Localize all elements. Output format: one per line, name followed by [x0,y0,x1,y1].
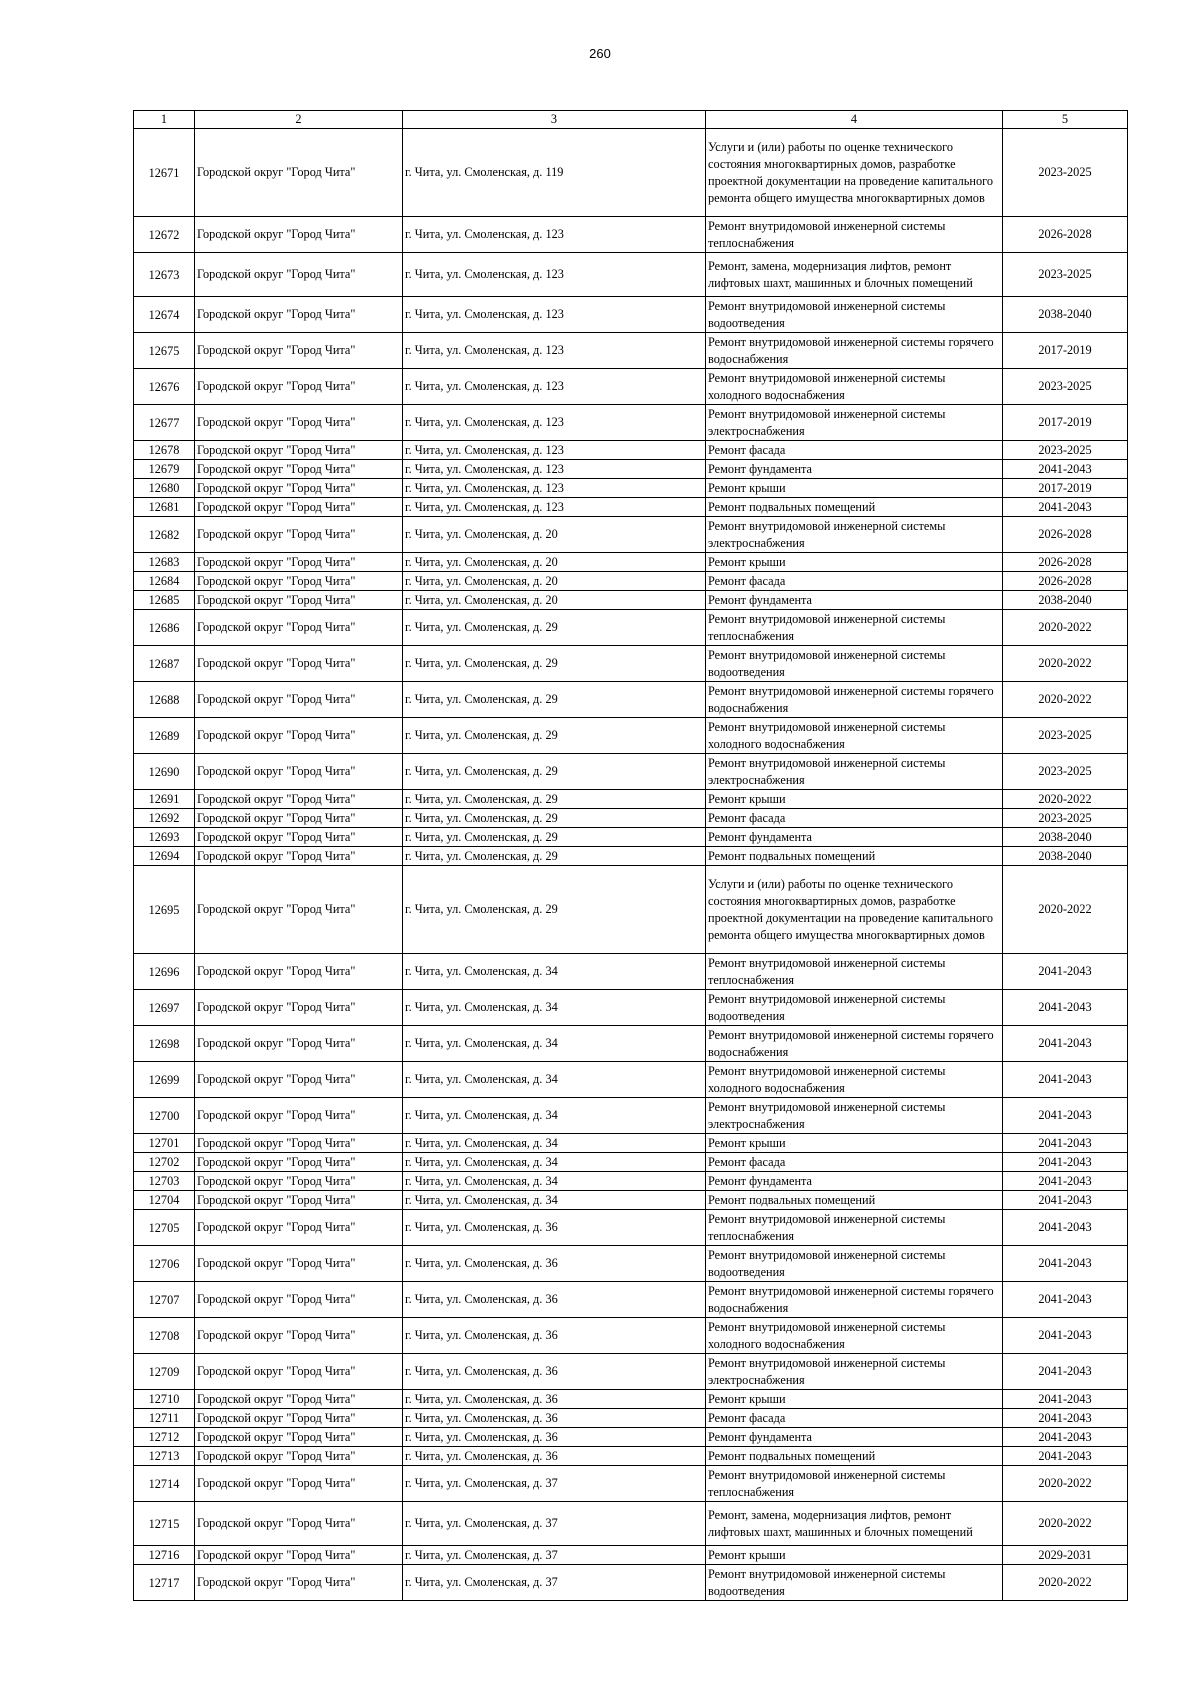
municipality-cell: Городской округ "Город Чита" [195,1134,403,1153]
table-row [134,847,1128,866]
row-number-cell: 12716 [134,1546,195,1565]
table-row [134,1318,1128,1354]
municipality-cell: Городской округ "Город Чита" [195,1428,403,1447]
period-cell: 2023-2025 [1003,253,1128,297]
period-cell: 2038-2040 [1003,847,1128,866]
row-number-cell: 12705 [134,1210,195,1246]
row-number-cell: 12708 [134,1318,195,1354]
work-type-cell: Ремонт внутридомовой инженерной системы электроснабжения [706,1354,1003,1390]
municipality-cell: Городской округ "Город Чита" [195,1062,403,1098]
column-header: 4 [706,111,1003,129]
municipality-cell: Городской округ "Город Чита" [195,297,403,333]
row-number-cell: 12712 [134,1428,195,1447]
address-cell: г. Чита, ул. Смоленская, д. 36 [403,1318,706,1354]
row-number-cell: 12706 [134,1246,195,1282]
address-cell: г. Чита, ул. Смоленская, д. 123 [403,441,706,460]
work-type-cell: Ремонт, замена, модернизация лифтов, ремонт лифтовых шахт, машинных и блочных помещений [706,253,1003,297]
table-row [134,517,1128,553]
row-number-cell: 12692 [134,809,195,828]
address-cell: г. Чита, ул. Смоленская, д. 123 [403,297,706,333]
work-type-cell: Ремонт внутридомовой инженерной системы горячего водоснабжения [706,682,1003,718]
work-type-cell: Ремонт внутридомовой инженерной системы холодного водоснабжения [706,1318,1003,1354]
table-row [134,1153,1128,1172]
row-number-cell: 12687 [134,646,195,682]
period-cell: 2041-2043 [1003,1447,1128,1466]
municipality-cell: Городской округ "Город Чита" [195,460,403,479]
table-row [134,1409,1128,1428]
period-cell: 2041-2043 [1003,1409,1128,1428]
row-number-cell: 12713 [134,1447,195,1466]
period-cell: 2023-2025 [1003,754,1128,790]
table-row [134,553,1128,572]
municipality-cell: Городской округ "Город Чита" [195,1447,403,1466]
period-cell: 2023-2025 [1003,718,1128,754]
period-cell: 2020-2022 [1003,646,1128,682]
address-cell: г. Чита, ул. Смоленская, д. 29 [403,646,706,682]
municipality-cell: Городской округ "Город Чита" [195,1546,403,1565]
address-cell: г. Чита, ул. Смоленская, д. 34 [403,1172,706,1191]
work-type-cell: Ремонт внутридомовой инженерной системы теплоснабжения [706,1210,1003,1246]
work-type-cell: Ремонт, замена, модернизация лифтов, ремонт лифтовых шахт, машинных и блочных помещений [706,1502,1003,1546]
municipality-cell: Городской округ "Город Чита" [195,1409,403,1428]
table-row [134,754,1128,790]
row-number-cell: 12675 [134,333,195,369]
table-row [134,1447,1128,1466]
period-cell: 2041-2043 [1003,1062,1128,1098]
work-type-cell: Ремонт внутридомовой инженерной системы водоотведения [706,297,1003,333]
work-type-cell: Ремонт фасада [706,441,1003,460]
table-row [134,1062,1128,1098]
address-cell: г. Чита, ул. Смоленская, д. 34 [403,1153,706,1172]
table-row [134,1282,1128,1318]
municipality-cell: Городской округ "Город Чита" [195,790,403,809]
work-type-cell: Ремонт фасада [706,1409,1003,1428]
row-number-cell: 12696 [134,954,195,990]
period-cell: 2023-2025 [1003,809,1128,828]
work-type-cell: Ремонт крыши [706,1546,1003,1565]
municipality-cell: Городской округ "Город Чита" [195,847,403,866]
table-row [134,479,1128,498]
municipality-cell: Городской округ "Город Чита" [195,1466,403,1502]
row-number-cell: 12711 [134,1409,195,1428]
work-type-cell: Ремонт фундамента [706,1172,1003,1191]
table-row [134,610,1128,646]
column-header: 2 [195,111,403,129]
municipality-cell: Городской округ "Город Чита" [195,1390,403,1409]
table-row [134,1428,1128,1447]
row-number-cell: 12701 [134,1134,195,1153]
work-type-cell: Ремонт внутридомовой инженерной системы горячего водоснабжения [706,333,1003,369]
period-cell: 2038-2040 [1003,591,1128,610]
table-row [134,954,1128,990]
row-number-cell: 12680 [134,479,195,498]
period-cell: 2017-2019 [1003,405,1128,441]
table-row [134,1565,1128,1601]
period-cell: 2023-2025 [1003,129,1128,217]
period-cell: 2041-2043 [1003,1134,1128,1153]
address-cell: г. Чита, ул. Смоленская, д. 123 [403,498,706,517]
period-cell: 2026-2028 [1003,553,1128,572]
table-row [134,369,1128,405]
period-cell: 2041-2043 [1003,990,1128,1026]
table-row [134,1546,1128,1565]
work-type-cell: Ремонт фасада [706,572,1003,591]
address-cell: г. Чита, ул. Смоленская, д. 36 [403,1354,706,1390]
municipality-cell: Городской округ "Город Чита" [195,498,403,517]
address-cell: г. Чита, ул. Смоленская, д. 37 [403,1546,706,1565]
table-row [134,460,1128,479]
address-cell: г. Чита, ул. Смоленская, д. 36 [403,1447,706,1466]
table-row [134,297,1128,333]
municipality-cell: Городской округ "Город Чита" [195,1318,403,1354]
address-cell: г. Чита, ул. Смоленская, д. 20 [403,517,706,553]
page-number: 260 [589,46,611,61]
period-cell: 2041-2043 [1003,1246,1128,1282]
address-cell: г. Чита, ул. Смоленская, д. 29 [403,754,706,790]
row-number-cell: 12715 [134,1502,195,1546]
period-cell: 2041-2043 [1003,1390,1128,1409]
address-cell: г. Чита, ул. Смоленская, д. 36 [403,1246,706,1282]
address-cell: г. Чита, ул. Смоленская, д. 34 [403,1062,706,1098]
row-number-cell: 12690 [134,754,195,790]
address-cell: г. Чита, ул. Смоленская, д. 29 [403,682,706,718]
work-type-cell: Ремонт внутридомовой инженерной системы теплоснабжения [706,217,1003,253]
municipality-cell: Городской округ "Город Чита" [195,1246,403,1282]
row-number-cell: 12678 [134,441,195,460]
table-row [134,333,1128,369]
row-number-cell: 12710 [134,1390,195,1409]
period-cell: 2038-2040 [1003,828,1128,847]
address-cell: г. Чита, ул. Смоленская, д. 37 [403,1502,706,1546]
table-row [134,1026,1128,1062]
work-type-cell: Ремонт внутридомовой инженерной системы теплоснабжения [706,610,1003,646]
row-number-cell: 12707 [134,1282,195,1318]
work-type-cell: Ремонт подвальных помещений [706,1191,1003,1210]
address-cell: г. Чита, ул. Смоленская, д. 36 [403,1428,706,1447]
table-row [134,646,1128,682]
column-header: 5 [1003,111,1128,129]
row-number-cell: 12700 [134,1098,195,1134]
address-cell: г. Чита, ул. Смоленская, д. 29 [403,809,706,828]
period-cell: 2041-2043 [1003,1172,1128,1191]
column-header: 1 [134,111,195,129]
work-type-cell: Ремонт внутридомовой инженерной системы холодного водоснабжения [706,369,1003,405]
address-cell: г. Чита, ул. Смоленская, д. 123 [403,369,706,405]
municipality-cell: Городской округ "Город Чита" [195,990,403,1026]
municipality-cell: Городской округ "Город Чита" [195,479,403,498]
address-cell: г. Чита, ул. Смоленская, д. 37 [403,1565,706,1601]
table-row [134,405,1128,441]
period-cell: 2023-2025 [1003,369,1128,405]
address-cell: г. Чита, ул. Смоленская, д. 29 [403,847,706,866]
row-number-cell: 12673 [134,253,195,297]
address-cell: г. Чита, ул. Смоленская, д. 29 [403,790,706,809]
table-row [134,1354,1128,1390]
row-number-cell: 12699 [134,1062,195,1098]
work-type-cell: Ремонт внутридомовой инженерной системы электроснабжения [706,517,1003,553]
address-cell: г. Чита, ул. Смоленская, д. 20 [403,591,706,610]
period-cell: 2038-2040 [1003,297,1128,333]
work-type-cell: Ремонт внутридомовой инженерной системы электроснабжения [706,1098,1003,1134]
row-number-cell: 12714 [134,1466,195,1502]
row-number-cell: 12697 [134,990,195,1026]
work-type-cell: Ремонт фундамента [706,1428,1003,1447]
period-cell: 2017-2019 [1003,479,1128,498]
municipality-cell: Городской округ "Город Чита" [195,718,403,754]
period-cell: 2020-2022 [1003,682,1128,718]
table-row [134,809,1128,828]
work-type-cell: Ремонт внутридомовой инженерной системы электроснабжения [706,405,1003,441]
table-row [134,498,1128,517]
address-cell: г. Чита, ул. Смоленская, д. 34 [403,1134,706,1153]
table-row [134,1191,1128,1210]
row-number-cell: 12703 [134,1172,195,1191]
municipality-cell: Городской округ "Город Чита" [195,682,403,718]
work-type-cell: Ремонт фасада [706,1153,1003,1172]
table-row [134,990,1128,1026]
address-cell: г. Чита, ул. Смоленская, д. 36 [403,1390,706,1409]
municipality-cell: Городской округ "Город Чита" [195,572,403,591]
table-row [134,1466,1128,1502]
table-row [134,1502,1128,1546]
work-type-cell: Ремонт внутридомовой инженерной системы холодного водоснабжения [706,1062,1003,1098]
period-cell: 2041-2043 [1003,498,1128,517]
row-number-cell: 12685 [134,591,195,610]
municipality-cell: Городской округ "Город Чита" [195,1191,403,1210]
work-type-cell: Услуги и (или) работы по оценке технического состояния многоквартирных домов, разработке проектной документации на проведение капитального ремонта общего имущества многоквартирных домов [706,129,1003,217]
work-type-cell: Ремонт внутридомовой инженерной системы водоотведения [706,990,1003,1026]
table-row [134,253,1128,297]
period-cell: 2029-2031 [1003,1546,1128,1565]
work-type-cell: Ремонт внутридомовой инженерной системы горячего водоснабжения [706,1026,1003,1062]
row-number-cell: 12688 [134,682,195,718]
municipality-cell: Городской округ "Город Чита" [195,1172,403,1191]
address-cell: г. Чита, ул. Смоленская, д. 34 [403,1026,706,1062]
period-cell: 2041-2043 [1003,1153,1128,1172]
period-cell: 2041-2043 [1003,1282,1128,1318]
work-type-cell: Ремонт крыши [706,790,1003,809]
row-number-cell: 12698 [134,1026,195,1062]
address-cell: г. Чита, ул. Смоленская, д. 123 [403,333,706,369]
header-row [134,111,1128,129]
period-cell: 2026-2028 [1003,517,1128,553]
row-number-cell: 12691 [134,790,195,809]
period-cell: 2026-2028 [1003,572,1128,591]
table-row [134,866,1128,954]
row-number-cell: 12704 [134,1191,195,1210]
municipality-cell: Городской округ "Город Чита" [195,1153,403,1172]
row-number-cell: 12683 [134,553,195,572]
municipality-cell: Городской округ "Город Чита" [195,253,403,297]
work-type-cell: Ремонт крыши [706,479,1003,498]
municipality-cell: Городской округ "Город Чита" [195,646,403,682]
municipality-cell: Городской округ "Город Чита" [195,369,403,405]
period-cell: 2023-2025 [1003,441,1128,460]
row-number-cell: 12676 [134,369,195,405]
address-cell: г. Чита, ул. Смоленская, д. 36 [403,1409,706,1428]
municipality-cell: Городской округ "Город Чита" [195,828,403,847]
address-cell: г. Чита, ул. Смоленская, д. 123 [403,253,706,297]
address-cell: г. Чита, ул. Смоленская, д. 29 [403,866,706,954]
municipality-cell: Городской округ "Город Чита" [195,1026,403,1062]
row-number-cell: 12702 [134,1153,195,1172]
period-cell: 2020-2022 [1003,866,1128,954]
period-cell: 2041-2043 [1003,460,1128,479]
table-row [134,1172,1128,1191]
address-cell: г. Чита, ул. Смоленская, д. 123 [403,460,706,479]
period-cell: 2041-2043 [1003,1098,1128,1134]
period-cell: 2017-2019 [1003,333,1128,369]
address-cell: г. Чита, ул. Смоленская, д. 29 [403,610,706,646]
work-type-cell: Ремонт внутридомовой инженерной системы водоотведения [706,1565,1003,1601]
table-row [134,1098,1128,1134]
address-cell: г. Чита, ул. Смоленская, д. 29 [403,718,706,754]
work-type-cell: Ремонт внутридомовой инженерной системы электроснабжения [706,754,1003,790]
period-cell: 2041-2043 [1003,1026,1128,1062]
municipality-cell: Городской округ "Город Чита" [195,1098,403,1134]
table-row [134,572,1128,591]
period-cell: 2041-2043 [1003,954,1128,990]
address-cell: г. Чита, ул. Смоленская, д. 34 [403,1191,706,1210]
work-type-cell: Ремонт внутридомовой инженерной системы теплоснабжения [706,954,1003,990]
work-type-cell: Ремонт внутридомовой инженерной системы холодного водоснабжения [706,718,1003,754]
municipality-cell: Городской округ "Город Чита" [195,591,403,610]
work-type-cell: Ремонт подвальных помещений [706,847,1003,866]
table-row [134,441,1128,460]
table-row [134,828,1128,847]
municipality-cell: Городской округ "Город Чита" [195,866,403,954]
municipality-cell: Городской округ "Город Чита" [195,809,403,828]
period-cell: 2020-2022 [1003,1502,1128,1546]
row-number-cell: 12686 [134,610,195,646]
table-row [134,129,1128,217]
address-cell: г. Чита, ул. Смоленская, д. 29 [403,828,706,847]
work-type-cell: Ремонт подвальных помещений [706,498,1003,517]
municipality-cell: Городской округ "Город Чита" [195,1354,403,1390]
period-cell: 2020-2022 [1003,610,1128,646]
municipality-cell: Городской округ "Город Чита" [195,1502,403,1546]
address-cell: г. Чита, ул. Смоленская, д. 37 [403,1466,706,1502]
work-type-cell: Ремонт внутридомовой инженерной системы водоотведения [706,646,1003,682]
row-number-cell: 12679 [134,460,195,479]
municipality-cell: Городской округ "Город Чита" [195,217,403,253]
work-type-cell: Ремонт подвальных помещений [706,1447,1003,1466]
municipality-cell: Городской округ "Город Чита" [195,333,403,369]
address-cell: г. Чита, ул. Смоленская, д. 20 [403,572,706,591]
municipality-cell: Городской округ "Город Чита" [195,517,403,553]
municipality-cell: Городской округ "Город Чита" [195,954,403,990]
work-type-cell: Ремонт фундамента [706,591,1003,610]
address-cell: г. Чита, ул. Смоленская, д. 34 [403,954,706,990]
period-cell: 2041-2043 [1003,1354,1128,1390]
municipality-cell: Городской округ "Город Чита" [195,441,403,460]
work-type-cell: Ремонт крыши [706,1390,1003,1409]
table-row [134,591,1128,610]
row-number-cell: 12671 [134,129,195,217]
address-cell: г. Чита, ул. Смоленская, д. 36 [403,1210,706,1246]
period-cell: 2041-2043 [1003,1318,1128,1354]
row-number-cell: 12674 [134,297,195,333]
period-cell: 2020-2022 [1003,1565,1128,1601]
row-number-cell: 12694 [134,847,195,866]
address-cell: г. Чита, ул. Смоленская, д. 36 [403,1282,706,1318]
municipality-cell: Городской округ "Город Чита" [195,1210,403,1246]
row-number-cell: 12682 [134,517,195,553]
address-cell: г. Чита, ул. Смоленская, д. 20 [403,553,706,572]
period-cell: 2041-2043 [1003,1210,1128,1246]
period-cell: 2041-2043 [1003,1191,1128,1210]
municipality-cell: Городской округ "Город Чита" [195,754,403,790]
address-cell: г. Чита, ул. Смоленская, д. 123 [403,405,706,441]
table-row [134,1390,1128,1409]
row-number-cell: 12681 [134,498,195,517]
table-row [134,1134,1128,1153]
municipality-cell: Городской округ "Город Чита" [195,129,403,217]
row-number-cell: 12693 [134,828,195,847]
table-row [134,1246,1128,1282]
municipality-cell: Городской округ "Город Чита" [195,1565,403,1601]
address-cell: г. Чита, ул. Смоленская, д. 34 [403,1098,706,1134]
period-cell: 2020-2022 [1003,1466,1128,1502]
repair-schedule-table [133,110,1128,1601]
table-row [134,217,1128,253]
municipality-cell: Городской округ "Город Чита" [195,405,403,441]
address-cell: г. Чита, ул. Смоленская, д. 123 [403,217,706,253]
address-cell: г. Чита, ул. Смоленская, д. 119 [403,129,706,217]
work-type-cell: Ремонт крыши [706,1134,1003,1153]
table-row [134,718,1128,754]
work-type-cell: Ремонт крыши [706,553,1003,572]
row-number-cell: 12677 [134,405,195,441]
work-type-cell: Услуги и (или) работы по оценке технического состояния многоквартирных домов, разработке проектной документации на проведение капитального ремонта общего имущества многоквартирных домов [706,866,1003,954]
municipality-cell: Городской округ "Город Чита" [195,610,403,646]
work-type-cell: Ремонт фундамента [706,828,1003,847]
work-type-cell: Ремонт фасада [706,809,1003,828]
column-header: 3 [403,111,706,129]
period-cell: 2026-2028 [1003,217,1128,253]
table-row [134,682,1128,718]
row-number-cell: 12684 [134,572,195,591]
municipality-cell: Городской округ "Город Чита" [195,1282,403,1318]
row-number-cell: 12717 [134,1565,195,1601]
table-row [134,790,1128,809]
row-number-cell: 12695 [134,866,195,954]
period-cell: 2020-2022 [1003,790,1128,809]
table-row [134,1210,1128,1246]
municipality-cell: Городской округ "Город Чита" [195,553,403,572]
address-cell: г. Чита, ул. Смоленская, д. 123 [403,479,706,498]
address-cell: г. Чита, ул. Смоленская, д. 34 [403,990,706,1026]
work-type-cell: Ремонт фундамента [706,460,1003,479]
work-type-cell: Ремонт внутридомовой инженерной системы теплоснабжения [706,1466,1003,1502]
work-type-cell: Ремонт внутридомовой инженерной системы водоотведения [706,1246,1003,1282]
work-type-cell: Ремонт внутридомовой инженерной системы горячего водоснабжения [706,1282,1003,1318]
period-cell: 2041-2043 [1003,1428,1128,1447]
row-number-cell: 12689 [134,718,195,754]
row-number-cell: 12709 [134,1354,195,1390]
row-number-cell: 12672 [134,217,195,253]
